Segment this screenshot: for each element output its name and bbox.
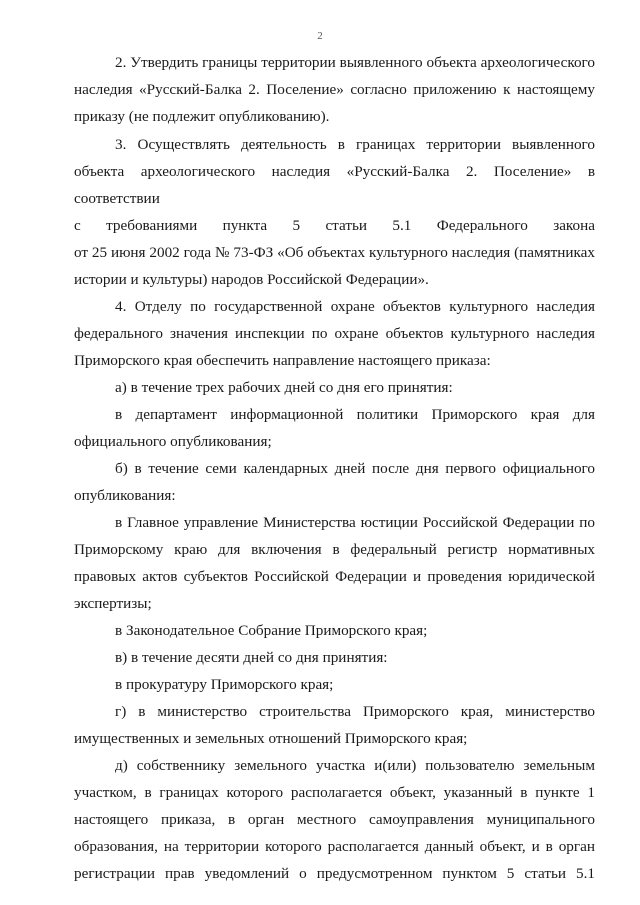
item-b-line-1: б) в течение семи календарных дней после дня первого официального xyxy=(115,460,595,477)
paragraph-3-line-1: 3. Осуществлять деятельность в границах территории выявленного xyxy=(115,136,595,153)
paragraph-2-line-2: наследия «Русский-Балка 2. Поселение» согласно приложению к настоящему xyxy=(74,81,595,98)
item-d-line-5: регистрации прав уведомлений о предусмотренном пунктом 5 статьи 5.1 xyxy=(74,865,595,882)
paragraph-4-line-2: федерального значения инспекции по охране объектов культурного наследия xyxy=(74,325,595,342)
paragraph-4-line-1: 4. Отделу по государственной охране объектов культурного наследия xyxy=(115,298,595,315)
item-b-line-3: в Главное управление Министерства юстиции Российской Федерации по xyxy=(115,514,595,531)
paragraph-2-line-3: приказу (не подлежит опубликованию). xyxy=(74,108,330,125)
item-g-line-1: г) в министерство строительства Приморского края, министерство xyxy=(115,703,595,720)
paragraph-3-line-2: объекта археологического наследия «Русский-Балка 2. Поселение» в xyxy=(74,163,595,180)
item-a-line-2: в департамент информационной политики Приморского края для xyxy=(115,406,595,423)
item-v-line-1: в) в течение десяти дней со дня принятия: xyxy=(115,649,388,666)
paragraph-3-line-5: от 25 июня 2002 года № 73-ФЗ «Об объектах культурного наследия (памятниках xyxy=(74,244,595,261)
item-g-line-2: имущественных и земельных отношений Приморского края; xyxy=(74,730,468,747)
item-a-line-3: официального опубликования; xyxy=(74,433,272,450)
item-d-line-2: участком, в границах которого располагается объект, указанный в пункте 1 xyxy=(74,784,595,801)
item-b-line-6: экспертизы; xyxy=(74,595,152,612)
item-b-line-4: Приморскому краю для включения в федеральный регистр нормативных xyxy=(74,541,595,558)
paragraph-3-line-4: с требованиями пункта 5 статьи 5.1 Федерального закона xyxy=(74,217,595,234)
paragraph-2-line-1: 2. Утвердить границы территории выявленного объекта археологического xyxy=(115,54,595,71)
item-b-line-7: в Законодательное Собрание Приморского края; xyxy=(115,622,428,639)
item-b-line-2: опубликования: xyxy=(74,487,176,504)
item-d-line-1: д) собственнику земельного участка и(или) пользователю земельным xyxy=(115,757,595,774)
paragraph-3-line-3: соответствии xyxy=(74,190,160,207)
item-v-line-2: в прокуратуру Приморского края; xyxy=(115,676,334,693)
item-b-line-5: правовых актов субъектов Российской Федерации и проведения юридической xyxy=(74,568,595,585)
paragraph-3-line-6: истории и культуры) народов Российской Федерации». xyxy=(74,271,429,288)
item-a-line-1: а) в течение трех рабочих дней со дня его принятия: xyxy=(115,379,453,396)
page-number: 2 xyxy=(317,30,323,42)
item-d-line-3: настоящего приказа, в орган местного самоуправления муниципального xyxy=(74,811,595,828)
item-d-line-4: образования, на территории которого располагается данный объект, и в орган xyxy=(74,838,595,855)
paragraph-4-line-3: Приморского края обеспечить направление настоящего приказа: xyxy=(74,352,491,369)
